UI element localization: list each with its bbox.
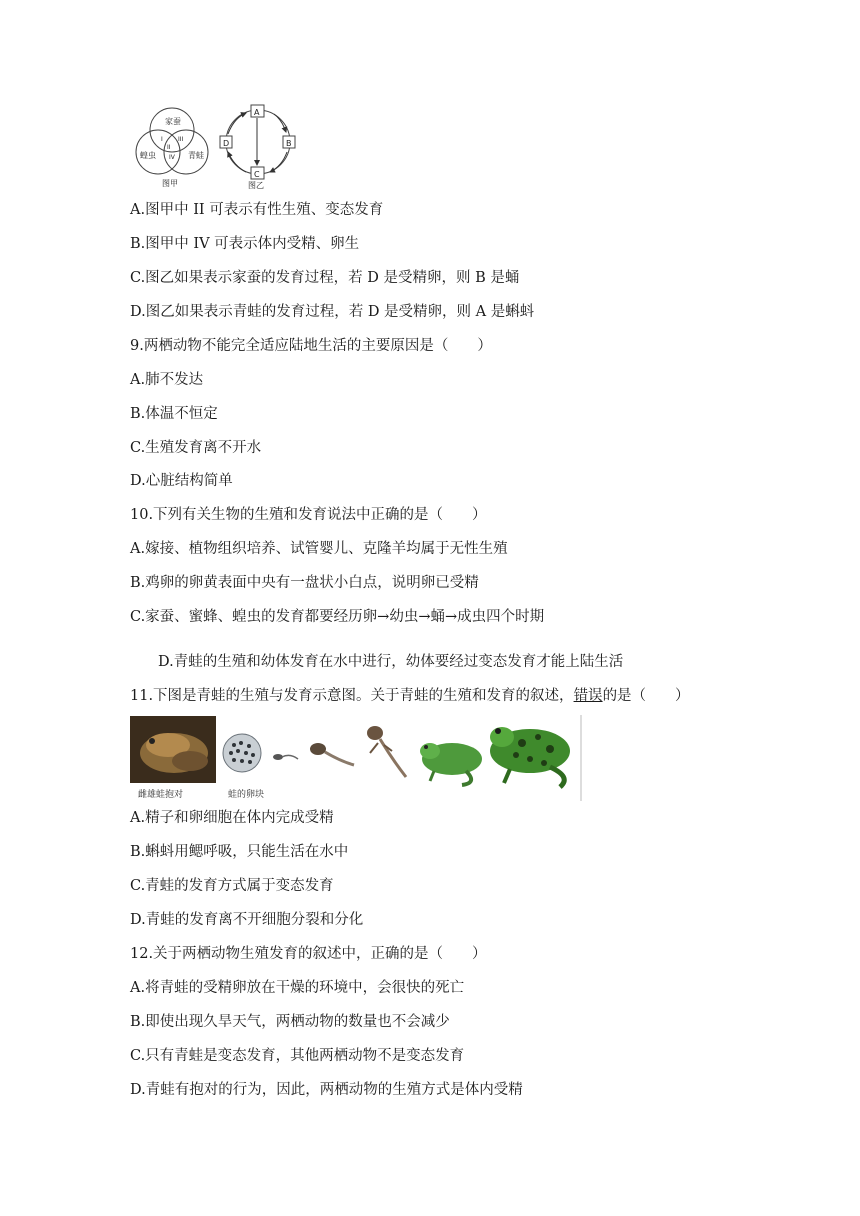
- venn-label-jiacan: 家蚕: [165, 117, 181, 126]
- q11-stem-after: 的是（ ）: [602, 688, 690, 704]
- cycle-node-b: B: [286, 139, 292, 148]
- q9-option-c: C.生殖发育离不开水: [130, 440, 262, 456]
- q11-option-c: C.青蛙的发育方式属于变态发育: [130, 878, 334, 894]
- frog-lifecycle-figure: [130, 715, 582, 801]
- tadpole-with-legs: [367, 726, 406, 777]
- q12-option-d: D.青蛙有抱对的行为，因此，两栖动物的生殖方式是体内受精: [130, 1082, 523, 1098]
- q10-option-b: B.鸡卵的卵黄表面中央有一盘状小白点，说明卵已受精: [130, 575, 479, 591]
- figure-jia-venn-diagram: [132, 104, 212, 190]
- q12-option-c: C.只有青蛙是变态发育，其他两栖动物不是变态发育: [130, 1048, 465, 1064]
- q10-stem: 10.下列有关生物的生殖和发育说法中正确的是（ ）: [130, 507, 487, 523]
- q11-stem: [130, 686, 690, 706]
- amplexus-photo: [130, 716, 216, 783]
- q10-option-a: A.嫁接、植物组织培养、试管婴儿、克隆羊均属于无性生殖: [130, 541, 508, 557]
- figure-yi-caption: 图乙: [248, 181, 264, 190]
- cycle-arrow-b-to-c: [270, 152, 287, 172]
- cycle-arrow-d-to-a: [228, 113, 246, 134]
- q9-option-d: D.心脏结构简单: [130, 473, 233, 489]
- venn-label-huangchong: 蝗虫: [140, 151, 156, 160]
- adult-frog: [490, 727, 570, 787]
- venn-region-ii: II: [167, 144, 171, 151]
- young-frog: [420, 743, 482, 785]
- venn-label-qingwa: 青蛙: [188, 151, 204, 160]
- q10-option-c: C.家蚕、蜜蜂、蝗虫的发育都要经历卵→幼虫→蛹→成虫四个时期: [130, 609, 545, 625]
- q11-option-a: A.精子和卵细胞在体内完成受精: [130, 810, 334, 826]
- q11-option-d: D.青蛙的发育离不开细胞分裂和分化: [130, 912, 364, 928]
- venn-region-iv: IV: [169, 154, 175, 161]
- q8-option-d: D.图乙如果表示青蛙的发育过程，若 D 是受精卵，则 A 是蝌蚪: [130, 304, 535, 320]
- q9-option-b: B.体温不恒定: [130, 406, 218, 422]
- q12-option-b: B.即使出现久旱天气，两栖动物的数量也不会减少: [130, 1014, 450, 1030]
- figure-jia-caption: 图甲: [162, 179, 178, 188]
- egg-mass: [223, 734, 261, 772]
- egg-mass-label: 蛙的卵块: [228, 790, 265, 800]
- figure-yi-cycle-diagram: [214, 104, 304, 190]
- q12-stem: 12.关于两栖动物生殖发育的叙述中，正确的是（ ）: [130, 946, 487, 962]
- cycle-node-d: D: [223, 139, 230, 148]
- venn-region-i: I: [161, 136, 163, 143]
- q8-option-a: A.图甲中 II 可表示有性生殖、变态发育: [130, 202, 384, 218]
- q12-option-a: A.将青蛙的受精卵放在干燥的环境中，会很快的死亡: [130, 980, 465, 996]
- tadpole: [310, 743, 354, 765]
- q8-option-b: B.图甲中 IV 可表示体内受精、卵生: [130, 236, 360, 252]
- q8-option-c: C.图乙如果表示家蚕的发育过程，若 D 是受精卵，则 B 是蛹: [130, 270, 520, 286]
- cycle-node-c: C: [254, 170, 260, 179]
- amplexus-label: 雌雄蛙抱对: [138, 790, 184, 800]
- q11-stem-underlined: 错误: [573, 688, 603, 704]
- cycle-node-a: A: [254, 108, 260, 117]
- q9-option-a: A.肺不发达: [130, 372, 204, 388]
- cycle-arrow-c-to-d: [228, 152, 246, 172]
- q9-stem: 9.两栖动物不能完全适应陆地生活的主要原因是（ ）: [130, 338, 492, 354]
- q11-option-b: B.蝌蚪用鳃呼吸，只能生活在水中: [130, 844, 349, 860]
- early-tadpole: [273, 754, 298, 760]
- q11-stem-before: 11.下图是青蛙的生殖与发育示意图。关于青蛙的生殖和发育的叙述，: [130, 688, 574, 704]
- venn-region-iii: III: [178, 136, 184, 143]
- q10-option-d: D.青蛙的生殖和幼体发育在水中进行，幼体要经过变态发育才能上陆生活: [158, 654, 624, 670]
